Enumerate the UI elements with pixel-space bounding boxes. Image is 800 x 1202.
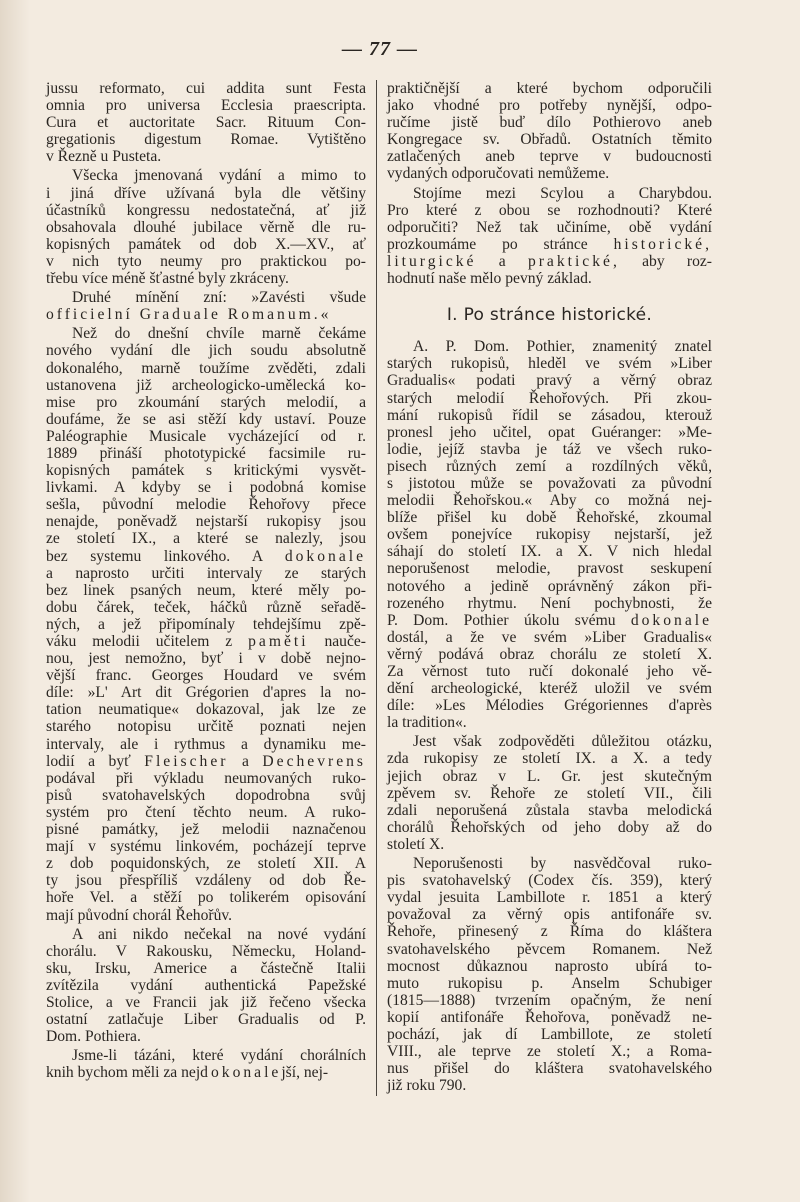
text-line: díle: »L' Art dit Grégorien d'apres la no- <box>46 684 366 702</box>
text-line: gregationis digestum Romae. Vytištěno <box>46 131 366 149</box>
text-line: mocnost důkaznou naprosto ubírá to- <box>387 957 712 975</box>
paragraph <box>46 1047 366 1081</box>
text-line: pisné památky, jež melodii naznačenou <box>46 821 366 839</box>
text-line: prozkoumáme po stránce historické, <box>387 235 712 253</box>
text-line: starých rukopisů, hleděl ve svém »Liber <box>387 355 712 373</box>
text-line: Stolice, a ve Francii jak již řečeno všecka <box>46 993 366 1011</box>
text-line: ty jsou přespříliš vzdáleny od dob Ře- <box>46 872 366 890</box>
text-line: Řehoře, přinesený z Říma do kláštera <box>387 923 712 941</box>
text-line: pronesl jeho učitel, opat Guéranger: »Me- <box>387 423 712 441</box>
text-line: pisů svatohavelských dopodrobna svůj <box>46 786 366 804</box>
text-line: z dob poquidonských, ze století XII. A <box>46 855 366 873</box>
emphasis: dokonale <box>630 611 712 629</box>
text-line: svatohavelského pěvcem Romanem. Než <box>387 940 712 958</box>
text-line: ovšem ponejvíce rukopisy nejstarší, jež <box>387 526 712 544</box>
text-line: zatlačených aneb teprve v budoucnosti <box>387 148 712 166</box>
text-line: vydal jesuita Lambillote r. 1851 a který <box>387 889 712 907</box>
emphasis: officielní Graduale Romanum.« <box>46 306 332 324</box>
text-line: 1889 přináší phototypické facsimile ru- <box>46 444 366 462</box>
text-line: zda rukopisy ze století IX. a X. a tedy <box>387 750 712 768</box>
text-line: lodií a byť Fleischer a Dechevrens <box>46 752 367 770</box>
text-line: váku melodii učitelem z paměti nauče- <box>46 633 367 650</box>
left-column <box>46 80 366 1081</box>
text-line: vydaných odporučovati nemůžeme. <box>387 165 610 183</box>
text-line: sáhají do století IX. a X. V nich hledal <box>387 543 712 561</box>
text-line: století X. <box>387 835 445 853</box>
text-line: systém pro čtení těchto neum. A ruko- <box>46 803 366 821</box>
text-line: obsahovala dlouhé jubilace věrně dle ru- <box>46 218 366 236</box>
text-line: jejich obraz v L. Gr. jest skutečným <box>387 767 712 785</box>
text-line: dobu čárek, teček, háčků různě seřadě- <box>46 598 366 616</box>
text-line: mání rukopisů řídil se zásadou, kterouž <box>387 406 712 424</box>
text-line: kopií antifonáře Řehořova, poněvadž ne- <box>387 1008 712 1026</box>
paragraph <box>387 338 712 731</box>
text-line: praktičnější a které bychom odporučili <box>387 80 712 97</box>
text-line: zvítězila vydání authentická Papežské <box>46 976 366 994</box>
text-line: bez linek psaných neum, které měly po- <box>46 581 366 599</box>
emphasis: liturgické <box>387 252 477 270</box>
column-divider <box>376 80 377 1096</box>
text-line: neporušenost melodie, pravost seskupení <box>387 560 712 578</box>
text-line: pisech různých zemí a rozdílných věků, <box>387 457 712 475</box>
text-line: intervaly, ale i rythmus a dynamiku me- <box>46 735 366 753</box>
paragraph <box>387 185 712 288</box>
right-column-intro <box>387 80 712 287</box>
text-line: pis svatohavelský (Codex čís. 359), který <box>387 872 712 890</box>
text-line: hodnutí naše mělo pevný základ. <box>387 270 592 288</box>
text-line: ustanovena již archeologicko-umělecká ko- <box>46 376 366 394</box>
text-line: již roku 790. <box>387 1077 467 1095</box>
text-line: knih bychom měli za nejdokonalejší, nej- <box>46 1064 329 1082</box>
emphasis: praktické, <box>527 252 620 270</box>
paragraph <box>46 289 366 323</box>
text-line: Jest však zodpověděti důležitou otázku, <box>413 733 712 751</box>
text-line: jussu reformato, cui addita sunt Festa <box>46 80 366 97</box>
text-line: podával při výkladu neumovaných ruko- <box>46 769 366 787</box>
text-line: s jistotou může se považovati za původní <box>387 474 712 492</box>
paragraph <box>46 325 366 923</box>
text-line: Gradualis« podati pravý a věrný obraz <box>387 372 712 390</box>
text-line: Než do dnešní chvíle marně čekáme <box>72 325 366 343</box>
text-line: Druhé mínění zní: »Zavésti všude <box>72 289 366 307</box>
text-line: v nich tyto neumy pro praktickou po- <box>46 252 366 270</box>
text-line: pochází, jak dí Lambillote, ze století <box>387 1025 712 1043</box>
text-line: třebu více méně šťastné byly zkráceny. <box>46 270 289 288</box>
text-line: vější franc. Georges Houdard ve svém <box>46 667 366 685</box>
text-line: Všecka jmenovaná vydání a mimo to <box>72 167 366 185</box>
text-line: starého notopisu určitě poznati nejen <box>46 718 366 736</box>
emphasis: dokonale <box>200 1064 282 1082</box>
text-line: díle: »Les Mélodies Grégoriennes d'après <box>387 697 712 715</box>
text-line: Stojíme mezi Scylou a Charybdou. <box>413 184 712 202</box>
text-line: zpěvem sv. Řehoře ze století VII., čili <box>387 784 712 802</box>
text-line: bez systemu linkového. A dokonale <box>46 547 366 565</box>
emphasis: paměti <box>248 633 309 650</box>
text-line: sku, Irsku, Americe a částečně Italii <box>46 959 366 977</box>
text-line: Paléographie Musicale vycházející od r. <box>46 427 366 445</box>
text-line: blíže přišel ku době Řehořské, zkoumal <box>387 509 712 527</box>
text-line: muto rukopisu p. Anselm Schubiger <box>387 974 712 992</box>
page-binding-shadow <box>0 0 30 1202</box>
text-line: Kongregace sv. Obřadů. Ostatních těmito <box>387 131 712 149</box>
text-line: melodii Řehořskou.« Aby co možná nej- <box>387 492 712 510</box>
text-line: sešla, původní melodie Řehořovy přece <box>46 496 366 514</box>
text-line: jako vhodné pro potřeby nynější, odpo- <box>387 97 712 115</box>
text-line: dostál, a že ve svém »Liber Gradualis« <box>387 628 712 646</box>
text-line: liturgické a praktické, aby roz- <box>387 252 713 270</box>
text-line: A. P. Dom. Pothier, znamenitý znatel <box>413 338 712 356</box>
paragraph <box>387 733 712 853</box>
text-line: účastníků kongressu nedostatečná, ať již <box>46 201 366 219</box>
text-line: ných, a jež připomínaly tehdejšímu zpě- <box>46 615 366 633</box>
text-line: Cura et auctoritate Sacr. Rituum Con- <box>46 114 366 132</box>
text-line: ostatní zatlačuje Liber Gradualis od P. <box>46 1011 366 1029</box>
text-line: notového a jedině oprávněný zákon při- <box>387 577 712 595</box>
text-line: ručíme jistě buď dílo Pothierovo aneb <box>387 114 712 132</box>
text-line: Jsme-li tázáni, které vydání chorálních <box>72 1047 366 1065</box>
text-line: Pro které z obou se rozhodnouti? Které <box>387 201 712 219</box>
text-line: doufáme, že se asi stěží kdy ustaví. Pouze <box>46 410 366 428</box>
text-line: nou, jest nemožno, byť i v době nejno- <box>46 650 366 668</box>
text-line: dokonalého, marně toužíme zvěděti, zdali <box>46 359 366 377</box>
text-line: nus přišel do kláštera svatohavelského <box>387 1060 712 1078</box>
text-line: P. Dom. Pothier úkolu svému dokonale <box>387 611 712 629</box>
paragraph <box>387 80 712 183</box>
text-line: nového vydání dle jich soudu absolutně <box>46 342 366 360</box>
paragraph <box>387 855 712 1094</box>
text-line: hoře Vel. a stěží po tolikerém opisování <box>46 889 366 907</box>
text-line: mají původní chorál Řehořův. <box>46 906 233 924</box>
text-line: livkami. A kdyby se i podobná komise <box>46 479 366 497</box>
emphasis: historické, <box>613 235 712 253</box>
text-line: odporučiti? Než tak učiníme, obě vydání <box>387 218 712 236</box>
paragraph <box>46 167 366 287</box>
text-line: chorálu. V Rakousku, Německu, Holand- <box>46 942 366 960</box>
text-line: Neporušenosti by nasvědčoval ruko- <box>413 855 712 873</box>
text-line: VIII., ale teprve ze století X.; a Roma- <box>387 1043 712 1061</box>
text-line: chorálů Řehořských od jeho doby až do <box>387 818 712 836</box>
text-line: Dom. Pothiera. <box>46 1028 141 1046</box>
emphasis: Fleischer <box>144 752 229 770</box>
text-line: kopisných památek od dob X.—XV., ať <box>46 235 366 253</box>
text-line: věrný podává obraz chorálu ze století X. <box>387 645 712 663</box>
text-line: Za věrnost tuto ručí dokonalé jeho vě- <box>387 663 712 680</box>
section-heading: I. Po stránce historické. <box>446 305 653 326</box>
text-line: starých melodií Řehořových. Při zkou- <box>387 389 712 407</box>
right-column <box>387 80 712 1094</box>
page-number: — 77 — <box>342 38 418 60</box>
text-line: dění archeologické, kteréž uložil ve svém <box>387 680 712 698</box>
emphasis: dokonale <box>284 547 366 565</box>
text-line: omnia pro universa Ecclesia praescripta. <box>46 97 366 115</box>
text-line: tation neumatique« dokazoval, jak lze ze <box>46 701 366 719</box>
right-column-section-body <box>387 338 712 1094</box>
text-line: lodie, jejíž stavba je táž ve všech ruko- <box>387 440 712 458</box>
text-line: ze století IX., a které se nalezly, jsou <box>46 530 366 548</box>
text-line: (1815—1888) tvrzením opačným, že není <box>387 991 712 1009</box>
text-line: nenajde, poněvadž nejstarší rukopisy jsou <box>46 513 366 531</box>
text-line: A ani nikdo nečekal na nové vydání <box>72 925 366 943</box>
paragraph <box>46 80 366 165</box>
emphasis: Dechevrens <box>262 752 367 770</box>
text-line: la tradition«. <box>387 714 467 732</box>
text-line: rozeného rhytmu. Není pochybnosti, že <box>387 594 712 612</box>
paragraph <box>46 926 366 1046</box>
text-line: mise pro zkoumání starých melodií, a <box>46 393 366 411</box>
text-line: mají v systému linkovém, pocházejí teprve <box>46 838 366 856</box>
text-line: považoval za věrný opis antifonáře sv. <box>387 906 712 924</box>
text-line: zdali neporušená zůstala stavba melodická <box>387 801 712 819</box>
text-line: a naprosto určiti intervaly ze starých <box>46 564 366 582</box>
text-line: i jiná dříve užívaná byla dle většiny <box>46 184 366 202</box>
text-line: kopisných památek s kritickými vysvět- <box>46 462 366 480</box>
text-line <box>46 306 366 323</box>
text-line: v Řezně u Pusteta. <box>46 148 162 166</box>
